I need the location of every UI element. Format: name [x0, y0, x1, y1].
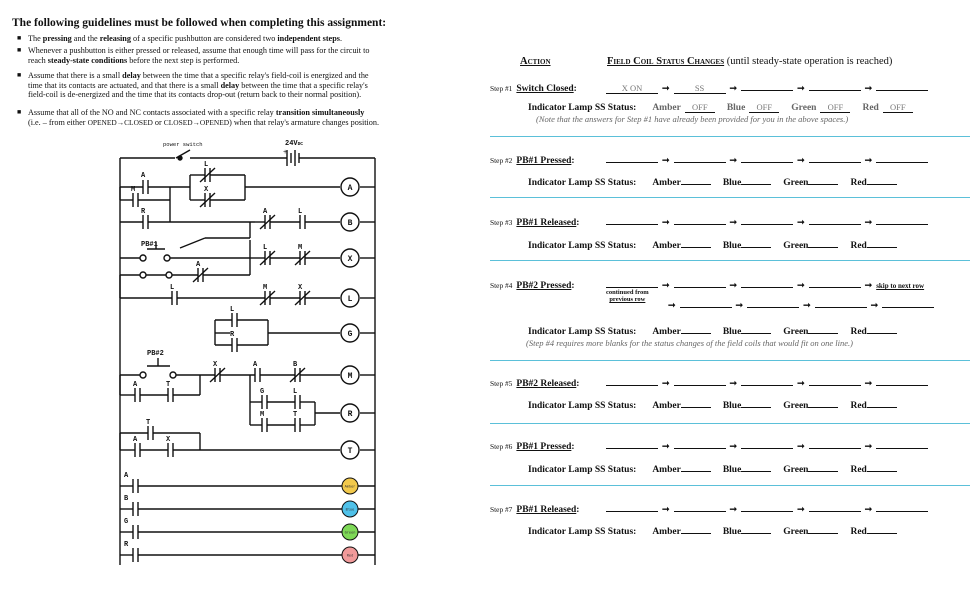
svg-text:G: G	[124, 518, 129, 526]
coil-a-label: A	[347, 184, 353, 193]
status-blank[interactable]	[741, 501, 793, 512]
step6-fields: ➞ ➞ ➞ ➞	[606, 436, 928, 454]
skip-note: skip to next row	[876, 282, 925, 290]
step-1-row: Step #1 Switch Closed:	[490, 84, 577, 94]
step6-lamps: Indicator Lamp SS Status: Amber Blue Green Red	[528, 459, 897, 477]
status-blank[interactable]	[741, 375, 793, 386]
svg-text:T: T	[146, 419, 151, 427]
svg-text:M: M	[260, 411, 265, 419]
worksheet-panel	[480, 0, 978, 613]
lamp-amber-label: Amber	[344, 485, 356, 490]
lamp-red-field[interactable]	[867, 323, 897, 334]
status-blank[interactable]	[876, 214, 928, 225]
status-blank[interactable]	[809, 438, 861, 449]
bullet-3: ■ Assume that there is a small delay between the time that a specific relay's field-coil is energized and the time that its contacts are actuated, and that there is a small delay between the time that a specific relay's field-coil is de-energized and the time that its contacts drop-out (return back to their normal position).	[28, 71, 458, 100]
bullet-4: ■ Assume that all of the NO and NC contacts associated with a specific relay transition simultaneously (i.e. – from either OPENED→CLOSED or CLOSED→OPENED) when that relay's armature changes position.	[28, 108, 458, 127]
step3-fields: ➞ ➞ ➞ ➞	[606, 212, 928, 230]
coil-g-label: G	[347, 330, 353, 339]
lamp-blue-field[interactable]	[741, 323, 771, 334]
svg-text:X: X	[213, 361, 218, 369]
svg-text:R: R	[230, 331, 235, 339]
svg-text:A: A	[133, 381, 138, 389]
svg-text:A: A	[133, 436, 138, 444]
lamp-amber-field[interactable]	[681, 174, 711, 185]
status-blank[interactable]	[882, 297, 934, 308]
status-blank[interactable]	[809, 501, 861, 512]
status-blank[interactable]	[680, 297, 732, 308]
step4-fields-2: ➞ ➞ ➞ ➞	[668, 295, 934, 313]
svg-text:A: A	[196, 261, 201, 269]
step2-lamps: Indicator Lamp SS Status: Amber Blue Green Red	[528, 172, 897, 190]
svg-text:R: R	[124, 541, 129, 549]
lamp-amber-field[interactable]	[681, 523, 711, 534]
status-blank[interactable]	[606, 501, 658, 512]
status-blank[interactable]	[747, 297, 799, 308]
step3-row: Step #3 PB#1 Released:	[490, 218, 580, 228]
lamp-green-field[interactable]	[808, 323, 838, 334]
lamp-amber-field[interactable]	[681, 323, 711, 334]
svg-text:L: L	[298, 208, 303, 216]
lamp-red-field[interactable]	[867, 397, 897, 408]
status-blank[interactable]	[606, 214, 658, 225]
lamp-blue-field[interactable]	[741, 237, 771, 248]
power-switch-label: power switch	[163, 141, 203, 148]
status-blank[interactable]	[809, 277, 861, 288]
lamp-red-label: Red	[346, 554, 354, 559]
instructions-heading: The following guidelines must be followed when completing this assignment:	[12, 17, 387, 29]
svg-text:X: X	[298, 284, 303, 292]
status-blank[interactable]	[809, 375, 861, 386]
svg-text:X: X	[204, 186, 209, 194]
lamp-green-field[interactable]	[808, 237, 838, 248]
status-blank[interactable]	[741, 277, 793, 288]
svg-text:G: G	[260, 388, 265, 396]
svg-text:T: T	[166, 381, 171, 389]
step6-row: Step #6 PB#1 Pressed:	[490, 442, 575, 452]
svg-text:A: A	[253, 361, 258, 369]
status-blank[interactable]	[674, 438, 726, 449]
status-blank[interactable]	[674, 214, 726, 225]
step2-fields: ➞ ➞ ➞ ➞	[606, 150, 928, 168]
step-1-field-2[interactable]: SS	[674, 83, 726, 94]
step-1-field-5[interactable]	[876, 80, 928, 91]
svg-text:A: A	[141, 172, 146, 180]
separator	[490, 260, 970, 261]
lamp-green-field[interactable]	[808, 397, 838, 408]
lamp-amber-field[interactable]	[681, 397, 711, 408]
lamp-green-field[interactable]	[808, 461, 838, 472]
step-1-note: (Note that the answers for Step #1 have already been provided for you in the above spaces.)	[536, 114, 849, 124]
step-1-field-4[interactable]	[809, 80, 861, 91]
continued-label: continued from previous row	[606, 289, 649, 303]
step5-fields: ➞ ➞ ➞ ➞	[606, 373, 928, 391]
lamp-amber-field[interactable]	[681, 237, 711, 248]
step2-row: Step #2 PB#1 Pressed:	[490, 156, 575, 166]
status-blank[interactable]	[674, 152, 726, 163]
separator	[490, 360, 970, 361]
lamp-blue-label: Blue	[345, 508, 355, 513]
status-blank[interactable]	[606, 152, 658, 163]
battery-plus: +	[283, 149, 288, 157]
status-blank[interactable]	[741, 152, 793, 163]
svg-text:M: M	[298, 244, 303, 252]
step-1-field-3[interactable]	[741, 80, 793, 91]
svg-text:R: R	[141, 208, 146, 216]
coil-l-label: L	[347, 295, 353, 304]
lamp-red-field[interactable]	[867, 523, 897, 534]
step4-fields: ➞ ➞ ➞ ➞ skip to next row	[606, 275, 924, 293]
lamp-blue-field[interactable]	[741, 397, 771, 408]
lamp-green-label: Green	[344, 531, 356, 536]
step4-lamps: Indicator Lamp SS Status: Amber Blue Green Red	[528, 321, 897, 339]
coil-x-label: X	[347, 255, 353, 264]
step3-lamps: Indicator Lamp SS Status: Amber Blue Green Red	[528, 235, 897, 253]
status-blank[interactable]	[809, 152, 861, 163]
svg-text:B: B	[124, 495, 129, 503]
svg-text:A: A	[124, 472, 129, 480]
lamp-red-field[interactable]	[867, 461, 897, 472]
bullet-2: ■ Whenever a pushbutton is either pressed or released, assume that enough time will pass for the circuit to reach steady-state conditions before the next step is performed.	[28, 46, 458, 65]
svg-text:M: M	[263, 284, 268, 292]
status-blank[interactable]	[809, 214, 861, 225]
voltage-label: 24VDC	[285, 140, 304, 148]
svg-text:L: L	[293, 388, 298, 396]
status-blank[interactable]	[741, 438, 793, 449]
separator	[490, 197, 970, 198]
ladder-diagram	[0, 0, 475, 613]
step-1-fields: X ON ➞ SS ➞ ➞ ➞	[606, 78, 928, 96]
svg-text:X: X	[166, 436, 171, 444]
lamp-red-field[interactable]	[867, 237, 897, 248]
svg-text:L: L	[204, 161, 209, 169]
status-blank[interactable]	[876, 152, 928, 163]
lamp-green-field[interactable]	[808, 523, 838, 534]
status-blank[interactable]	[876, 438, 928, 449]
svg-text:L: L	[230, 306, 235, 314]
status-blank[interactable]	[674, 375, 726, 386]
step7-lamps: Indicator Lamp SS Status: Amber Blue Green Red	[528, 521, 897, 539]
lamp-green-field[interactable]	[808, 174, 838, 185]
status-blank[interactable]	[815, 297, 867, 308]
svg-text:L: L	[170, 284, 175, 292]
status-blank[interactable]	[674, 501, 726, 512]
step5-lamps: Indicator Lamp SS Status: Amber Blue Green Red	[528, 395, 897, 413]
action-header: Action	[520, 56, 551, 67]
lamp-red-field[interactable]	[867, 174, 897, 185]
lamp-blue-field[interactable]	[741, 461, 771, 472]
status-blank[interactable]	[741, 214, 793, 225]
status-blank[interactable]	[674, 277, 726, 288]
coil-b-label: B	[347, 219, 353, 228]
status-blank[interactable]	[606, 438, 658, 449]
separator	[490, 485, 970, 486]
step7-row: Step #7 PB#1 Released:	[490, 505, 580, 515]
pb1-label: PB#1	[141, 241, 158, 249]
step-1-field-1[interactable]: X ON	[606, 83, 658, 94]
coil-t-label: T	[347, 447, 353, 456]
lamp-blue-field[interactable]	[741, 174, 771, 185]
lamp-blue-field[interactable]	[741, 523, 771, 534]
status-blank[interactable]	[876, 375, 928, 386]
coil-r-label: R	[347, 410, 353, 419]
svg-text:M: M	[131, 186, 136, 194]
svg-text:B: B	[293, 361, 298, 369]
step7-fields: ➞ ➞ ➞ ➞	[606, 499, 928, 517]
bullet-1: ■ The pressing and the releasing of a specific pushbutton are considered two independent steps.	[28, 34, 458, 44]
svg-text:T: T	[293, 411, 298, 419]
status-header: Field Coil Status Changes (until steady-state operation is reached)	[607, 56, 893, 67]
step4-row: Step #4 PB#2 Pressed:	[490, 281, 575, 291]
lamp-amber-field[interactable]	[681, 461, 711, 472]
coil-m-label: M	[347, 372, 353, 381]
status-blank[interactable]	[606, 277, 658, 288]
instructions-panel	[0, 0, 475, 613]
status-blank[interactable]	[606, 375, 658, 386]
svg-text:A: A	[263, 208, 268, 216]
status-blank[interactable]	[876, 501, 928, 512]
svg-text:L: L	[263, 244, 268, 252]
step4-note: (Step #4 requires more blanks for the status changes of the field coils that would fit on one line.)	[526, 338, 853, 348]
pb2-label: PB#2	[147, 350, 164, 358]
separator	[490, 136, 970, 137]
separator	[490, 423, 970, 424]
step5-row: Step #5 PB#2 Released:	[490, 379, 580, 389]
step-1-lamps: Indicator Lamp SS Status: Amber OFF Blue OFF Green OFF Red OFF	[528, 97, 913, 115]
